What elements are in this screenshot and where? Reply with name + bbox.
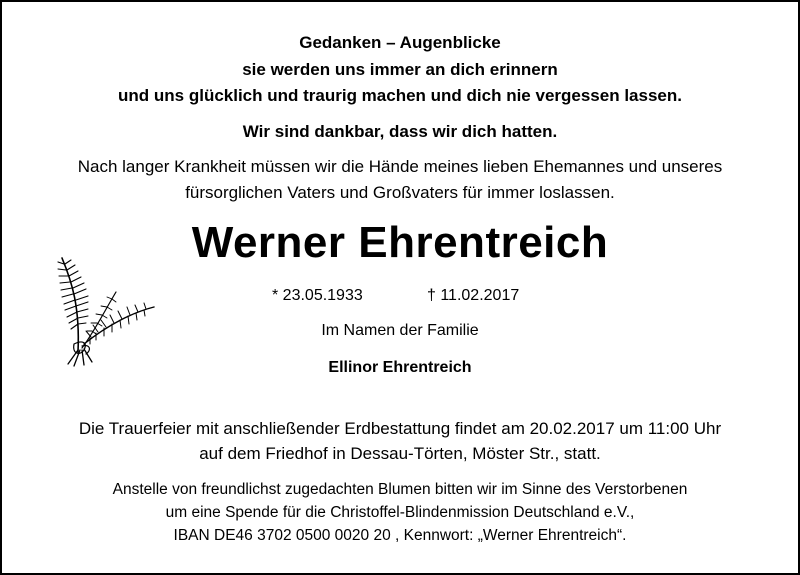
death-date: † 11.02.2017 bbox=[427, 287, 520, 304]
birth-date: * 23.05.1933 bbox=[272, 287, 363, 304]
intro-line-1: Nach langer Krankheit müssen wir die Hände meines lieben Ehemannes und unseres bbox=[77, 157, 723, 176]
fern-icon bbox=[54, 252, 159, 367]
funeral-line-1: Die Trauerfeier mit anschließender Erdbestattung findet am 20.02.2017 um 11:00 Uhr bbox=[78, 419, 722, 438]
signatory-name: Ellinor Ehrentreich bbox=[328, 359, 472, 376]
funeral-line-2: auf dem Friedhof in Dessau-Törten, Möster Str., statt. bbox=[199, 444, 601, 463]
donation-line-3: IBAN DE46 3702 0500 0020 20 , Kennwort: „Werner Ehrentreich“. bbox=[173, 527, 627, 544]
poem-line-2: sie werden uns immer an dich erinnern bbox=[242, 60, 558, 79]
donation-line-2: um eine Spende für die Christoffel-Blindenmission Deutschland e.V., bbox=[165, 504, 635, 521]
poem-line-1: Gedanken – Augenblicke bbox=[299, 33, 501, 52]
family-note: Im Namen der Familie bbox=[321, 322, 479, 339]
poem-line-3: und uns glücklich und traurig machen und dich nie vergessen lassen. bbox=[118, 86, 682, 105]
donation-line-1: Anstelle von freundlichst zugedachten Blumen bitten wir im Sinne des Verstorbenen bbox=[112, 481, 688, 498]
thanks-line: Wir sind dankbar, dass wir dich hatten. bbox=[242, 122, 558, 141]
intro-line-2: fürsorglichen Vaters und Großvaters für immer loslassen. bbox=[185, 183, 615, 202]
deceased-name: Werner Ehrentreich bbox=[191, 218, 609, 267]
